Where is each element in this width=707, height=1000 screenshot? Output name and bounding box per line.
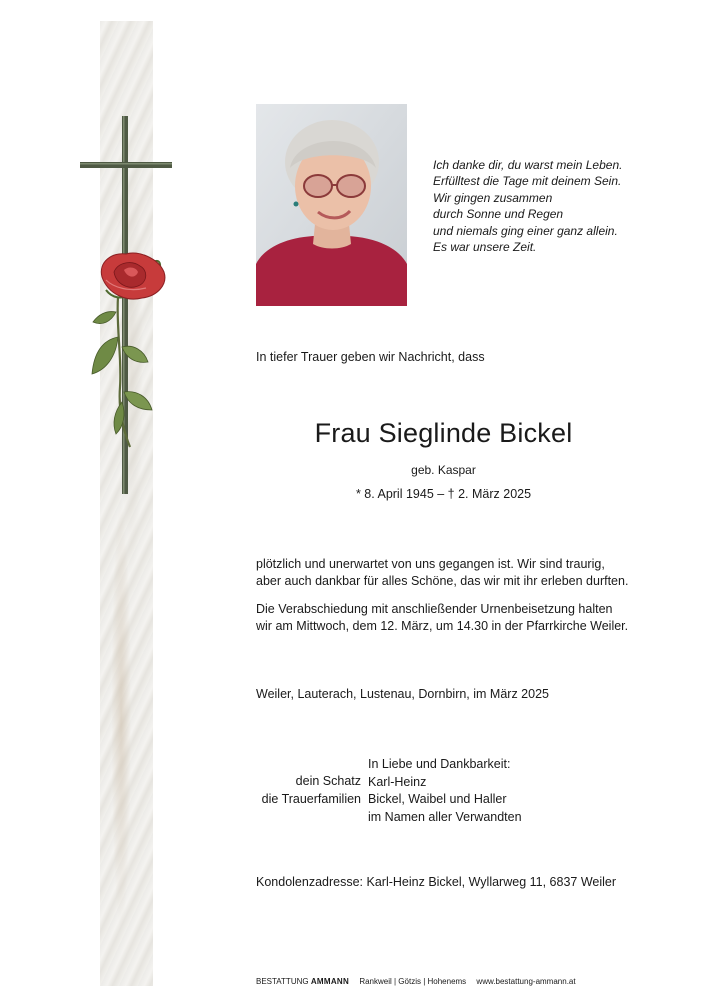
signature-line: dein Schatz bbox=[295, 774, 361, 788]
cross-icon bbox=[78, 112, 178, 502]
condolence-address: Kondolenzadresse: Karl-Heinz Bickel, Wyllarweg 11, 6837 Weiler bbox=[256, 875, 617, 889]
signature-line: im Namen aller Verwandten bbox=[368, 809, 522, 824]
footer-locations: Rankweil | Götzis | Hohenems bbox=[359, 977, 467, 986]
paragraph-line: aber auch dankbar für alles Schöne, das wir mit ihr erleben durften. bbox=[256, 574, 629, 588]
paragraph-passing bbox=[256, 556, 632, 590]
place-date: Weiler, Lauterach, Lustenau, Dornbirn, im März 2025 bbox=[256, 687, 549, 701]
signature-line: In Liebe und Dankbarkeit: bbox=[368, 757, 511, 771]
portrait-photo bbox=[256, 104, 407, 306]
footer-website[interactable]: www.bestattung-ammann.at bbox=[476, 977, 576, 986]
footer-brand-prefix: BESTATTUNG bbox=[256, 977, 309, 986]
poem-line: Ich danke dir, du warst mein Leben. bbox=[433, 158, 623, 172]
deceased-name: Frau Sieglinde Bickel bbox=[314, 418, 573, 448]
paragraph-line: Die Verabschiedung mit anschließender Urnenbeisetzung halten bbox=[256, 602, 613, 616]
poem-line: Wir gingen zusammen bbox=[433, 190, 553, 205]
birth-name: geb. Kaspar bbox=[411, 463, 476, 477]
footer bbox=[256, 977, 576, 986]
poem-line: durch Sonne und Regen bbox=[433, 207, 564, 222]
poem-line: und niemals ging einer ganz allein. bbox=[433, 223, 618, 238]
signature-line: Bickel, Waibel und Haller bbox=[368, 792, 507, 806]
life-dates: * 8. April 1945 – † 2. März 2025 bbox=[355, 487, 532, 501]
paragraph-line: plötzlich und unerwartet von uns gegangen ist. Wir sind traurig, bbox=[256, 557, 605, 571]
paragraph-farewell bbox=[256, 601, 632, 635]
signature-line: die Trauerfamilien bbox=[261, 791, 361, 806]
poem bbox=[433, 157, 622, 255]
signature-line: Karl-Heinz bbox=[368, 774, 427, 789]
footer-brand-name: AMMANN bbox=[310, 977, 350, 986]
cross-with-rose bbox=[78, 112, 178, 502]
poem-line: Erfülltest die Tage mit deinem Sein. bbox=[433, 174, 622, 189]
intro-text: In tiefer Trauer geben wir Nachricht, dass bbox=[256, 350, 485, 364]
paragraph-line: wir am Mittwoch, dem 12. März, um 14.30 in der Pfarrkirche Weiler. bbox=[256, 619, 629, 633]
poem-line: Es war unsere Zeit. bbox=[433, 240, 537, 255]
signature-right bbox=[368, 756, 522, 826]
rose-icon bbox=[92, 253, 165, 434]
signature-left bbox=[256, 773, 361, 808]
